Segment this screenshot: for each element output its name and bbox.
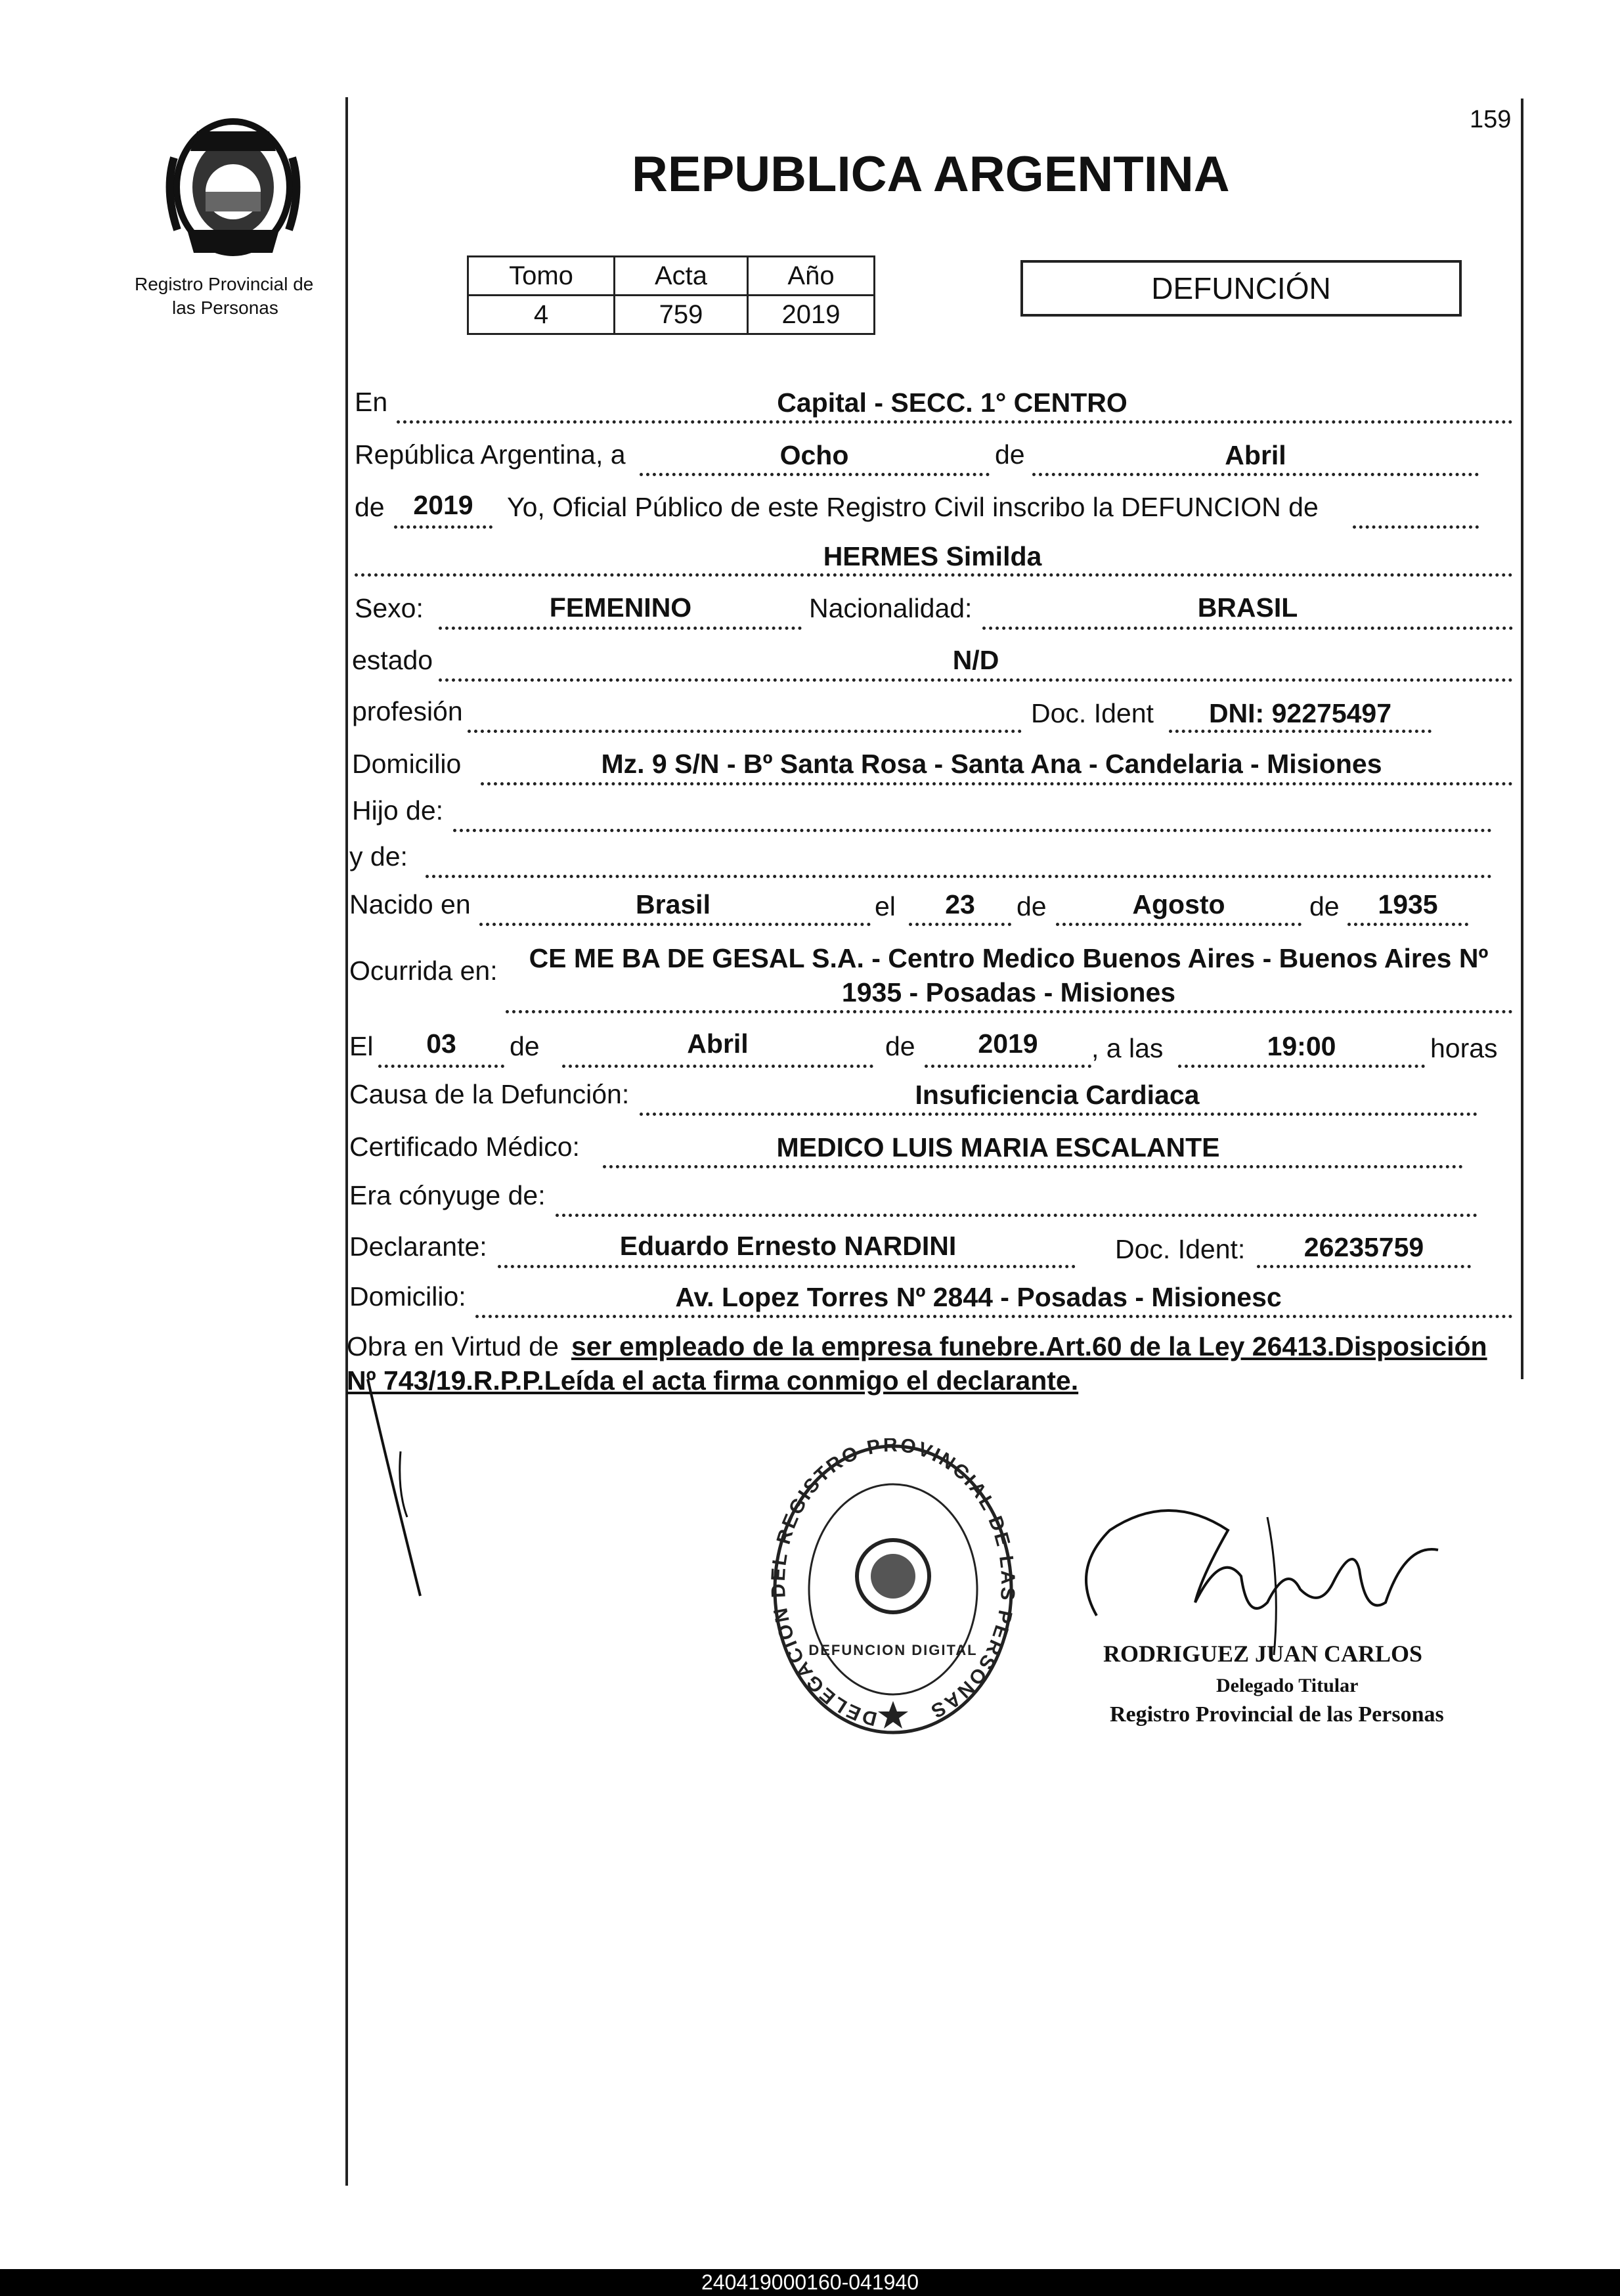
doc-ident-dotted-line — [1169, 730, 1432, 733]
table-header-tomo: Tomo — [468, 257, 615, 296]
en-value: Capital - SECC. 1° CENTRO — [777, 387, 1127, 418]
province-seal-logo — [158, 105, 309, 263]
day-word-value: Ocho — [779, 440, 849, 470]
handwritten-signature — [1070, 1491, 1464, 1662]
decl-doc-label: Doc. Ident: — [1115, 1234, 1246, 1264]
official-stamp — [768, 1438, 1018, 1740]
decl-doc-value: 26235759 — [1303, 1232, 1424, 1262]
birth-year-dotted-line — [1347, 923, 1468, 926]
deceased-name-value: HERMES Similda — [823, 541, 1042, 571]
de4-label: de — [1309, 891, 1340, 921]
footer-barcode-strip — [0, 2269, 1620, 2296]
causa-label: Causa de la Defunción: — [349, 1079, 630, 1109]
birth-month-dotted-line — [1056, 923, 1302, 926]
sexo-label: Sexo: — [355, 593, 424, 623]
hijo-de-label: Hijo de: — [352, 795, 444, 826]
domicilio-value: Mz. 9 S/N - Bº Santa Rosa - Santa Ana - Candelaria - Misiones — [601, 749, 1382, 779]
obra-label: Obra en Virtud de — [347, 1331, 559, 1361]
death-month-dotted-line — [562, 1065, 873, 1068]
hijo-de-dotted-line — [453, 829, 1492, 832]
death-year-value: 2019 — [978, 1028, 1038, 1059]
de2-label: de — [355, 492, 385, 522]
horas-label: horas — [1430, 1033, 1498, 1063]
el2-label: El — [349, 1031, 374, 1061]
decl-domicilio-dotted-line — [475, 1315, 1513, 1318]
obra-line2-value: Nº 743/19.R.P.P.Leída el acta firma conmigo el declarante. — [347, 1365, 1079, 1396]
nacido-en-value: Brasil — [636, 889, 711, 919]
profesion-label: profesión — [352, 696, 463, 726]
ocurrida-en-label: Ocurrida en: — [349, 956, 498, 986]
death-time-value: 19:00 — [1267, 1031, 1336, 1061]
stamp-inner-text: DEFUNCION DIGITAL — [808, 1642, 978, 1658]
ocurrida-dotted-line — [506, 1010, 1513, 1013]
death-time-dotted-line — [1178, 1065, 1425, 1068]
name-dotted-line — [355, 573, 1513, 577]
declarante-dotted-line — [498, 1265, 1076, 1268]
nacionalidad-label: Nacionalidad: — [809, 593, 973, 623]
stamp-ring-text: DELEGACION DEL REGISTRO PROVINCIAL DE LAS PERSONAS — [768, 1438, 1018, 1730]
causa-dotted-line — [640, 1113, 1478, 1116]
certificado-value: MEDICO LUIS MARIA ESCALANTE — [776, 1132, 1220, 1162]
death-month-value: Abril — [687, 1028, 749, 1059]
left-margin-line — [345, 97, 348, 2186]
domicilio-label: Domicilio — [352, 749, 462, 779]
nacionalidad-value: BRASIL — [1197, 592, 1298, 623]
margin-pen-stroke — [361, 1373, 440, 1609]
estado-dotted-line — [439, 678, 1513, 682]
declarante-value: Eduardo Ernesto NARDINI — [619, 1231, 957, 1261]
en-label: En — [355, 387, 388, 417]
obra-line1-value: ser empleado de la empresa funebre.Art.60 de la Ley 26413.Disposición — [571, 1331, 1487, 1361]
el-label: el — [875, 891, 896, 921]
certificado-label: Certificado Médico: — [349, 1132, 580, 1162]
day-dotted-line — [640, 473, 990, 476]
decl-domicilio-value: Av. Lopez Torres Nº 2844 - Posadas - Misionesc — [675, 1282, 1282, 1312]
table-header-ano: Año — [748, 257, 875, 296]
estado-value: N/D — [952, 645, 999, 675]
statement-text: Yo, Oficial Público de este Registro Civil inscribo la DEFUNCION de — [507, 492, 1319, 522]
document-type-label: DEFUNCIÓN — [1151, 271, 1331, 305]
a-las-label: , a las — [1091, 1033, 1164, 1063]
nacido-en-dotted-line — [479, 923, 871, 926]
de6-label: de — [885, 1031, 915, 1061]
conyuge-dotted-line — [556, 1214, 1478, 1217]
profesion-dotted-line — [468, 730, 1022, 733]
table-value-ano: 2019 — [748, 296, 875, 334]
page-number: 159 — [1470, 106, 1512, 133]
birth-year-value: 1935 — [1378, 889, 1438, 919]
nacido-en-label: Nacido en — [349, 889, 471, 919]
month-dotted-line — [1032, 473, 1479, 476]
y-de-label: y de: — [349, 841, 408, 872]
death-year-dotted-line — [925, 1065, 1091, 1068]
death-day-dotted-line — [378, 1065, 504, 1068]
doc-ident-label: Doc. Ident — [1031, 698, 1154, 728]
domicilio-dotted-line — [481, 782, 1513, 785]
de3-label: de — [1017, 891, 1047, 921]
year-dotted-line — [394, 525, 493, 529]
statement-dotted-line — [1353, 525, 1479, 529]
page-title: REPUBLICA ARGENTINA — [632, 146, 1230, 202]
decl-doc-dotted-line — [1257, 1265, 1471, 1268]
table-value-tomo: 4 — [468, 296, 615, 334]
decl-domicilio-label: Domicilio: — [349, 1281, 466, 1312]
document-type-box — [1020, 260, 1462, 317]
book-reference-table — [467, 255, 875, 335]
sexo-dotted-line — [439, 627, 802, 630]
ocurrida-line2-value: 1935 - Posadas - Misiones — [841, 977, 1176, 1007]
birth-day-dotted-line — [909, 923, 1011, 926]
signer-office: Registro Provincial de las Personas — [1110, 1702, 1444, 1727]
estado-label: estado — [352, 645, 433, 675]
year-value: 2019 — [413, 490, 473, 520]
en-dotted-line — [397, 420, 1513, 424]
right-margin-line — [1521, 99, 1523, 1379]
de-label: de — [995, 439, 1025, 470]
de5-label: de — [510, 1031, 540, 1061]
footer-barcode-text: 240419000160-041940 — [701, 2270, 919, 2294]
signer-role: Delegado Titular — [1216, 1675, 1359, 1696]
registry-name-line2: las Personas — [172, 298, 278, 318]
certificado-dotted-line — [603, 1165, 1463, 1168]
death-day-value: 03 — [426, 1028, 456, 1059]
registry-name-line1: Registro Provincial de — [135, 274, 314, 294]
y-de-dotted-line — [426, 875, 1492, 878]
month-value: Abril — [1225, 440, 1286, 470]
sexo-value: FEMENINO — [549, 592, 692, 623]
doc-ident-value: DNI: 92275497 — [1208, 698, 1392, 728]
declarante-label: Declarante: — [349, 1231, 487, 1262]
signer-name: RODRIGUEZ JUAN CARLOS — [1103, 1641, 1423, 1667]
table-value-acta: 759 — [615, 296, 748, 334]
ocurrida-line1-value: CE ME BA DE GESAL S.A. - Centro Medico Buenos Aires - Buenos Aires Nº — [529, 943, 1489, 973]
republica-label: República Argentina, a — [355, 439, 626, 470]
table-header-acta: Acta — [615, 257, 748, 296]
birth-day-value: 23 — [945, 889, 975, 919]
nacionalidad-dotted-line — [982, 627, 1513, 630]
causa-value: Insuficiencia Cardiaca — [915, 1080, 1200, 1110]
birth-month-value: Agosto — [1132, 889, 1225, 919]
conyuge-label: Era cónyuge de: — [349, 1180, 546, 1210]
